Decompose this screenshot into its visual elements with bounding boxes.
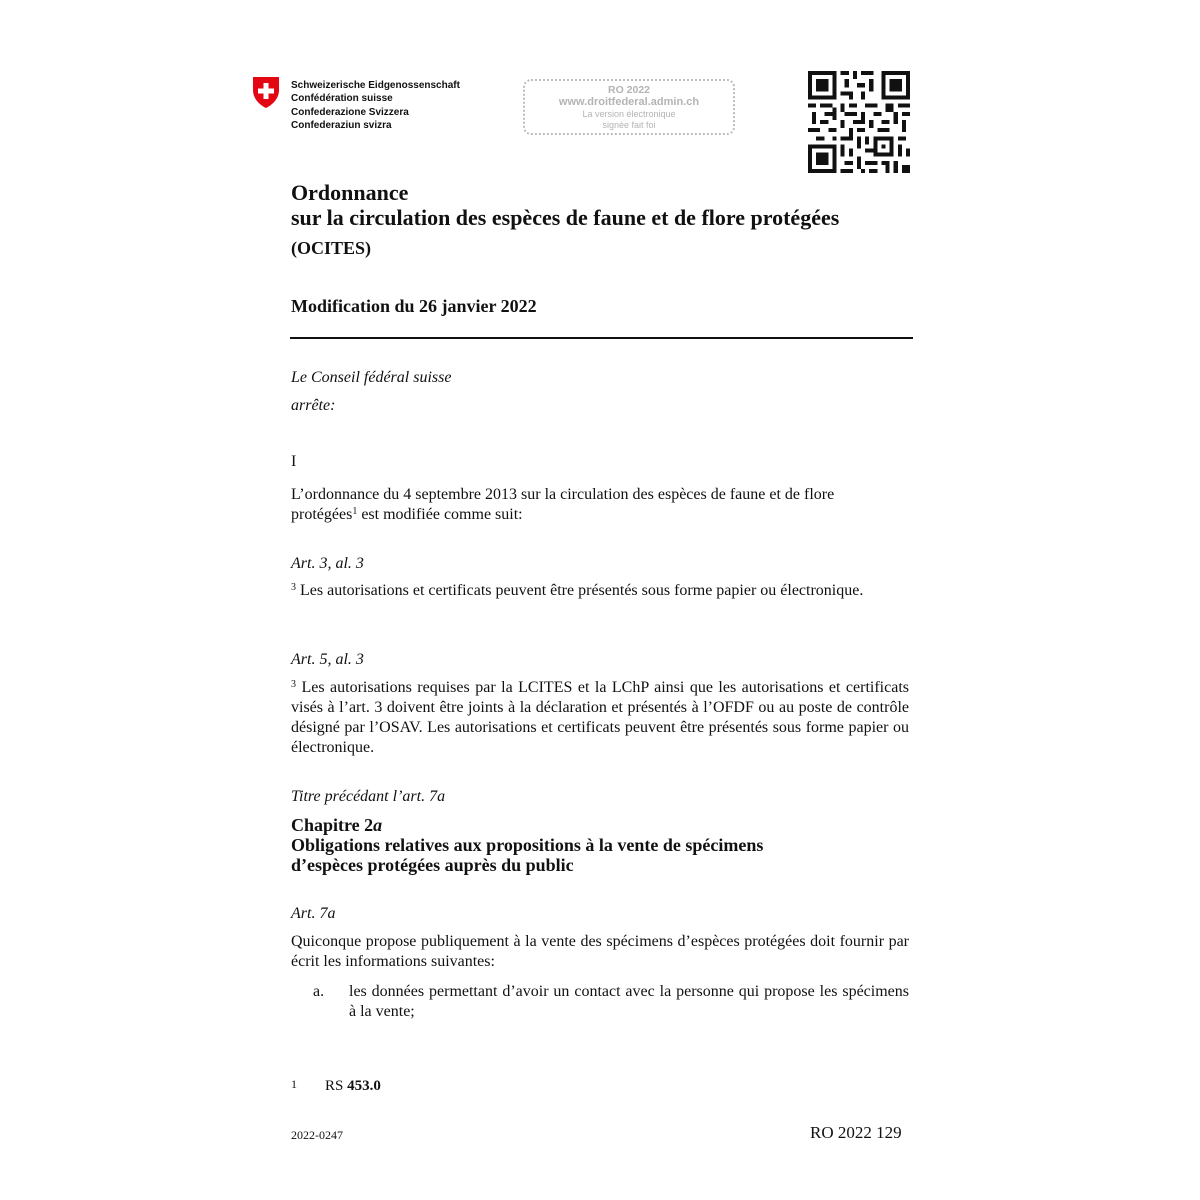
stamp-ro: RO 2022 <box>607 84 651 96</box>
art5-paragraph <box>291 678 909 758</box>
title-line-1: Ordonnance <box>291 180 409 205</box>
stamp-url: www.droitfederal.admin.ch <box>558 96 700 108</box>
modification-date: Modification du 26 janvier 2022 <box>291 296 537 316</box>
art3-heading: Art. 3, al. 3 <box>291 555 364 572</box>
intro-line-1: L’ordonnance du 4 septembre 2013 sur la circulation des espèces de faune et de flore <box>291 486 835 503</box>
title-line-2: sur la circulation des espèces de faune et de flore protégées <box>291 205 840 230</box>
art5-heading: Art. 5, al. 3 <box>291 651 364 668</box>
confed-rm: Confederaziun svizra <box>291 119 392 131</box>
footnote-ref[interactable]: 1 <box>352 506 358 517</box>
art3-text: Les autorisations et certificats peuvent être présentés sous forme papier ou électronique. <box>296 582 864 599</box>
chapter-label: Chapitre 2 <box>291 815 374 835</box>
preamble-decrees: arrête: <box>291 397 336 414</box>
electronic-signature-stamp <box>523 79 735 135</box>
intro-text-b: est modifiée comme suit: <box>357 506 523 523</box>
confed-de: Schweizerische Eidgenossenschaft <box>291 80 460 91</box>
title-abbreviation: (OCITES) <box>291 238 372 258</box>
document-number: 2022-0247 <box>291 1128 343 1142</box>
ro-reference: RO 2022 129 <box>810 1123 902 1142</box>
preamble-council: Le Conseil fédéral suisse <box>291 369 452 386</box>
confed-fr: Confédération suisse <box>291 93 393 105</box>
art5-text: Les autorisations requises par la LCITES et la LChP ainsi que les autorisations et certificats visés à l’art. 3 doivent être joints à la déclaration et présentés à l’OFDF ou au poste de contrôle désigné par l’OSAV. Les autorisations et certificats peuvent être présentés sous forme papier ou électronique. <box>291 679 909 756</box>
footnote-number: 1 <box>291 1077 297 1091</box>
section-intro <box>291 485 909 525</box>
intro-text-a: protégées <box>291 506 353 523</box>
confed-it: Confederazione Svizzera <box>291 106 409 118</box>
list-item-text: les données permettant d’avoir un contact avec la personne qui propose les spécimens à la vente; <box>349 983 909 1020</box>
footnote-prefix: RS <box>325 1078 348 1094</box>
art7a-heading: Art. 7a <box>291 905 336 922</box>
art3-al-number: 3 <box>291 582 296 593</box>
swiss-crest-icon <box>252 76 280 109</box>
art3-paragraph <box>291 581 909 601</box>
art5-al-number: 3 <box>291 679 296 690</box>
chapter-suffix: a <box>373 815 383 835</box>
title-before-heading: Titre précédant l’art. 7a <box>291 788 446 805</box>
footnote-ref-number: 453.0 <box>347 1078 381 1094</box>
confederation-names <box>291 79 460 132</box>
footnote-text <box>325 1078 381 1095</box>
qr-code-icon <box>808 71 910 173</box>
art7a-text: Quiconque propose publiquement à la vente des spécimens d’espèces protégées doit fournir par écrit les informations suivantes: <box>291 933 909 970</box>
list-item-label: a. <box>313 983 325 1000</box>
stamp-text-2: signée fait foi <box>602 120 656 130</box>
chapter-title-line-1: Obligations relatives aux propositions à la vente de spécimens <box>291 835 764 855</box>
chapter-number <box>291 815 763 835</box>
chapter-title-line-2: d’espèces protégées auprès du public <box>291 855 574 875</box>
intro-line-2 <box>291 505 909 525</box>
title-divider <box>290 337 913 339</box>
stamp-text-1: La version électronique <box>582 109 676 119</box>
ordinance-title <box>291 180 839 230</box>
chapter-heading <box>291 815 763 875</box>
section-numeral: I <box>291 453 297 470</box>
